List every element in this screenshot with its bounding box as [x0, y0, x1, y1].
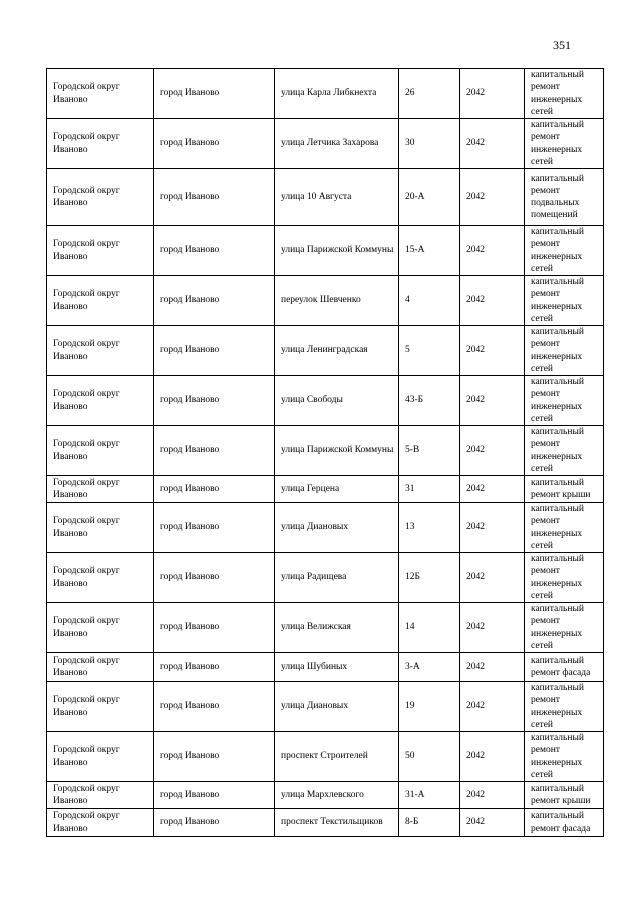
street-cell: улица Велижская — [275, 603, 399, 653]
work-type-cell: капитальный ремонт инженерных сетей — [525, 276, 604, 326]
house-number-cell: 14 — [399, 603, 460, 653]
street-cell: улица Шубиных — [275, 653, 399, 682]
municipality-cell: Городской округ Иваново — [47, 682, 154, 732]
year-cell: 2042 — [460, 603, 525, 653]
work-type-cell: капитальный ремонт инженерных сетей — [525, 553, 604, 603]
street-cell: переулок Шевченко — [275, 276, 399, 326]
year-cell: 2042 — [460, 376, 525, 426]
settlement-cell: город Иваново — [154, 782, 275, 809]
year-cell: 2042 — [460, 426, 525, 476]
year-cell: 2042 — [460, 553, 525, 603]
settlement-cell: город Иваново — [154, 169, 275, 226]
work-type-cell: капитальный ремонт инженерных сетей — [525, 682, 604, 732]
house-number-cell: 19 — [399, 682, 460, 732]
table-row — [47, 553, 604, 603]
settlement-cell: город Иваново — [154, 226, 275, 276]
municipality-cell: Городской округ Иваново — [47, 476, 154, 503]
settlement-cell: город Иваново — [154, 69, 275, 119]
municipality-cell: Городской округ Иваново — [47, 226, 154, 276]
repair-plan-table — [46, 68, 604, 837]
table-row — [47, 169, 604, 226]
municipality-cell: Городской округ Иваново — [47, 603, 154, 653]
house-number-cell: 12Б — [399, 553, 460, 603]
table-row — [47, 119, 604, 169]
work-type-cell: капитальный ремонт инженерных сетей — [525, 603, 604, 653]
house-number-cell: 15-А — [399, 226, 460, 276]
work-type-cell: капитальный ремонт инженерных сетей — [525, 119, 604, 169]
house-number-cell: 3-А — [399, 653, 460, 682]
house-number-cell: 43-Б — [399, 376, 460, 426]
house-number-cell: 8-Б — [399, 809, 460, 837]
table-row — [47, 276, 604, 326]
street-cell: улица Диановых — [275, 682, 399, 732]
year-cell: 2042 — [460, 653, 525, 682]
house-number-cell: 20-А — [399, 169, 460, 226]
work-type-cell: капитальный ремонт инженерных сетей — [525, 226, 604, 276]
work-type-cell: капитальный ремонт подвальных помещений — [525, 169, 604, 226]
table-row — [47, 809, 604, 837]
street-cell: улица Герцена — [275, 476, 399, 503]
street-cell: улица Свободы — [275, 376, 399, 426]
table-row — [47, 653, 604, 682]
year-cell: 2042 — [460, 503, 525, 553]
table-row — [47, 476, 604, 503]
house-number-cell: 31-А — [399, 782, 460, 809]
settlement-cell: город Иваново — [154, 503, 275, 553]
table-row — [47, 326, 604, 376]
year-cell: 2042 — [460, 276, 525, 326]
work-type-cell: капитальный ремонт инженерных сетей — [525, 503, 604, 553]
municipality-cell: Городской округ Иваново — [47, 732, 154, 782]
municipality-cell: Городской округ Иваново — [47, 326, 154, 376]
street-cell: проспект Строителей — [275, 732, 399, 782]
work-type-cell: капитальный ремонт инженерных сетей — [525, 69, 604, 119]
table-row — [47, 69, 604, 119]
street-cell: улица 10 Августа — [275, 169, 399, 226]
work-type-cell: капитальный ремонт фасада — [525, 809, 604, 837]
settlement-cell: город Иваново — [154, 732, 275, 782]
page-number: 351 — [553, 38, 571, 52]
municipality-cell: Городской округ Иваново — [47, 809, 154, 837]
house-number-cell: 50 — [399, 732, 460, 782]
year-cell: 2042 — [460, 326, 525, 376]
work-type-cell: капитальный ремонт инженерных сетей — [525, 732, 604, 782]
settlement-cell: город Иваново — [154, 276, 275, 326]
house-number-cell: 5 — [399, 326, 460, 376]
street-cell: улица Парижской Коммуны — [275, 426, 399, 476]
municipality-cell: Городской округ Иваново — [47, 426, 154, 476]
street-cell: улица Диановых — [275, 503, 399, 553]
year-cell: 2042 — [460, 732, 525, 782]
table-body — [47, 69, 604, 837]
house-number-cell: 26 — [399, 69, 460, 119]
settlement-cell: город Иваново — [154, 603, 275, 653]
settlement-cell: город Иваново — [154, 119, 275, 169]
municipality-cell: Городской округ Иваново — [47, 653, 154, 682]
year-cell: 2042 — [460, 119, 525, 169]
work-type-cell: капитальный ремонт крыши — [525, 782, 604, 809]
municipality-cell: Городской округ Иваново — [47, 169, 154, 226]
house-number-cell: 5-В — [399, 426, 460, 476]
street-cell: улица Летчика Захарова — [275, 119, 399, 169]
settlement-cell: город Иваново — [154, 326, 275, 376]
table-row — [47, 782, 604, 809]
year-cell: 2042 — [460, 476, 525, 503]
house-number-cell: 31 — [399, 476, 460, 503]
municipality-cell: Городской округ Иваново — [47, 69, 154, 119]
street-cell: улица Радищева — [275, 553, 399, 603]
table-row — [47, 426, 604, 476]
table-row — [47, 226, 604, 276]
municipality-cell: Городской округ Иваново — [47, 376, 154, 426]
street-cell: улица Карла Либкнехта — [275, 69, 399, 119]
year-cell: 2042 — [460, 782, 525, 809]
settlement-cell: город Иваново — [154, 809, 275, 837]
table-row — [47, 603, 604, 653]
municipality-cell: Городской округ Иваново — [47, 119, 154, 169]
municipality-cell: Городской округ Иваново — [47, 782, 154, 809]
work-type-cell: капитальный ремонт инженерных сетей — [525, 426, 604, 476]
table-row — [47, 503, 604, 553]
settlement-cell: город Иваново — [154, 553, 275, 603]
settlement-cell: город Иваново — [154, 426, 275, 476]
work-type-cell: капитальный ремонт инженерных сетей — [525, 326, 604, 376]
settlement-cell: город Иваново — [154, 653, 275, 682]
year-cell: 2042 — [460, 69, 525, 119]
table-row — [47, 376, 604, 426]
settlement-cell: город Иваново — [154, 476, 275, 503]
work-type-cell: капитальный ремонт инженерных сетей — [525, 376, 604, 426]
work-type-cell: капитальный ремонт крыши — [525, 476, 604, 503]
municipality-cell: Городской округ Иваново — [47, 276, 154, 326]
municipality-cell: Городской округ Иваново — [47, 503, 154, 553]
street-cell: улица Мархлевского — [275, 782, 399, 809]
table-row — [47, 732, 604, 782]
street-cell: улица Ленинградская — [275, 326, 399, 376]
house-number-cell: 4 — [399, 276, 460, 326]
house-number-cell: 30 — [399, 119, 460, 169]
settlement-cell: город Иваново — [154, 376, 275, 426]
year-cell: 2042 — [460, 226, 525, 276]
year-cell: 2042 — [460, 809, 525, 837]
house-number-cell: 13 — [399, 503, 460, 553]
year-cell: 2042 — [460, 169, 525, 226]
settlement-cell: город Иваново — [154, 682, 275, 732]
year-cell: 2042 — [460, 682, 525, 732]
street-cell: улица Парижской Коммуны — [275, 226, 399, 276]
table-row — [47, 682, 604, 732]
work-type-cell: капитальный ремонт фасада — [525, 653, 604, 682]
municipality-cell: Городской округ Иваново — [47, 553, 154, 603]
street-cell: проспект Текстильщиков — [275, 809, 399, 837]
